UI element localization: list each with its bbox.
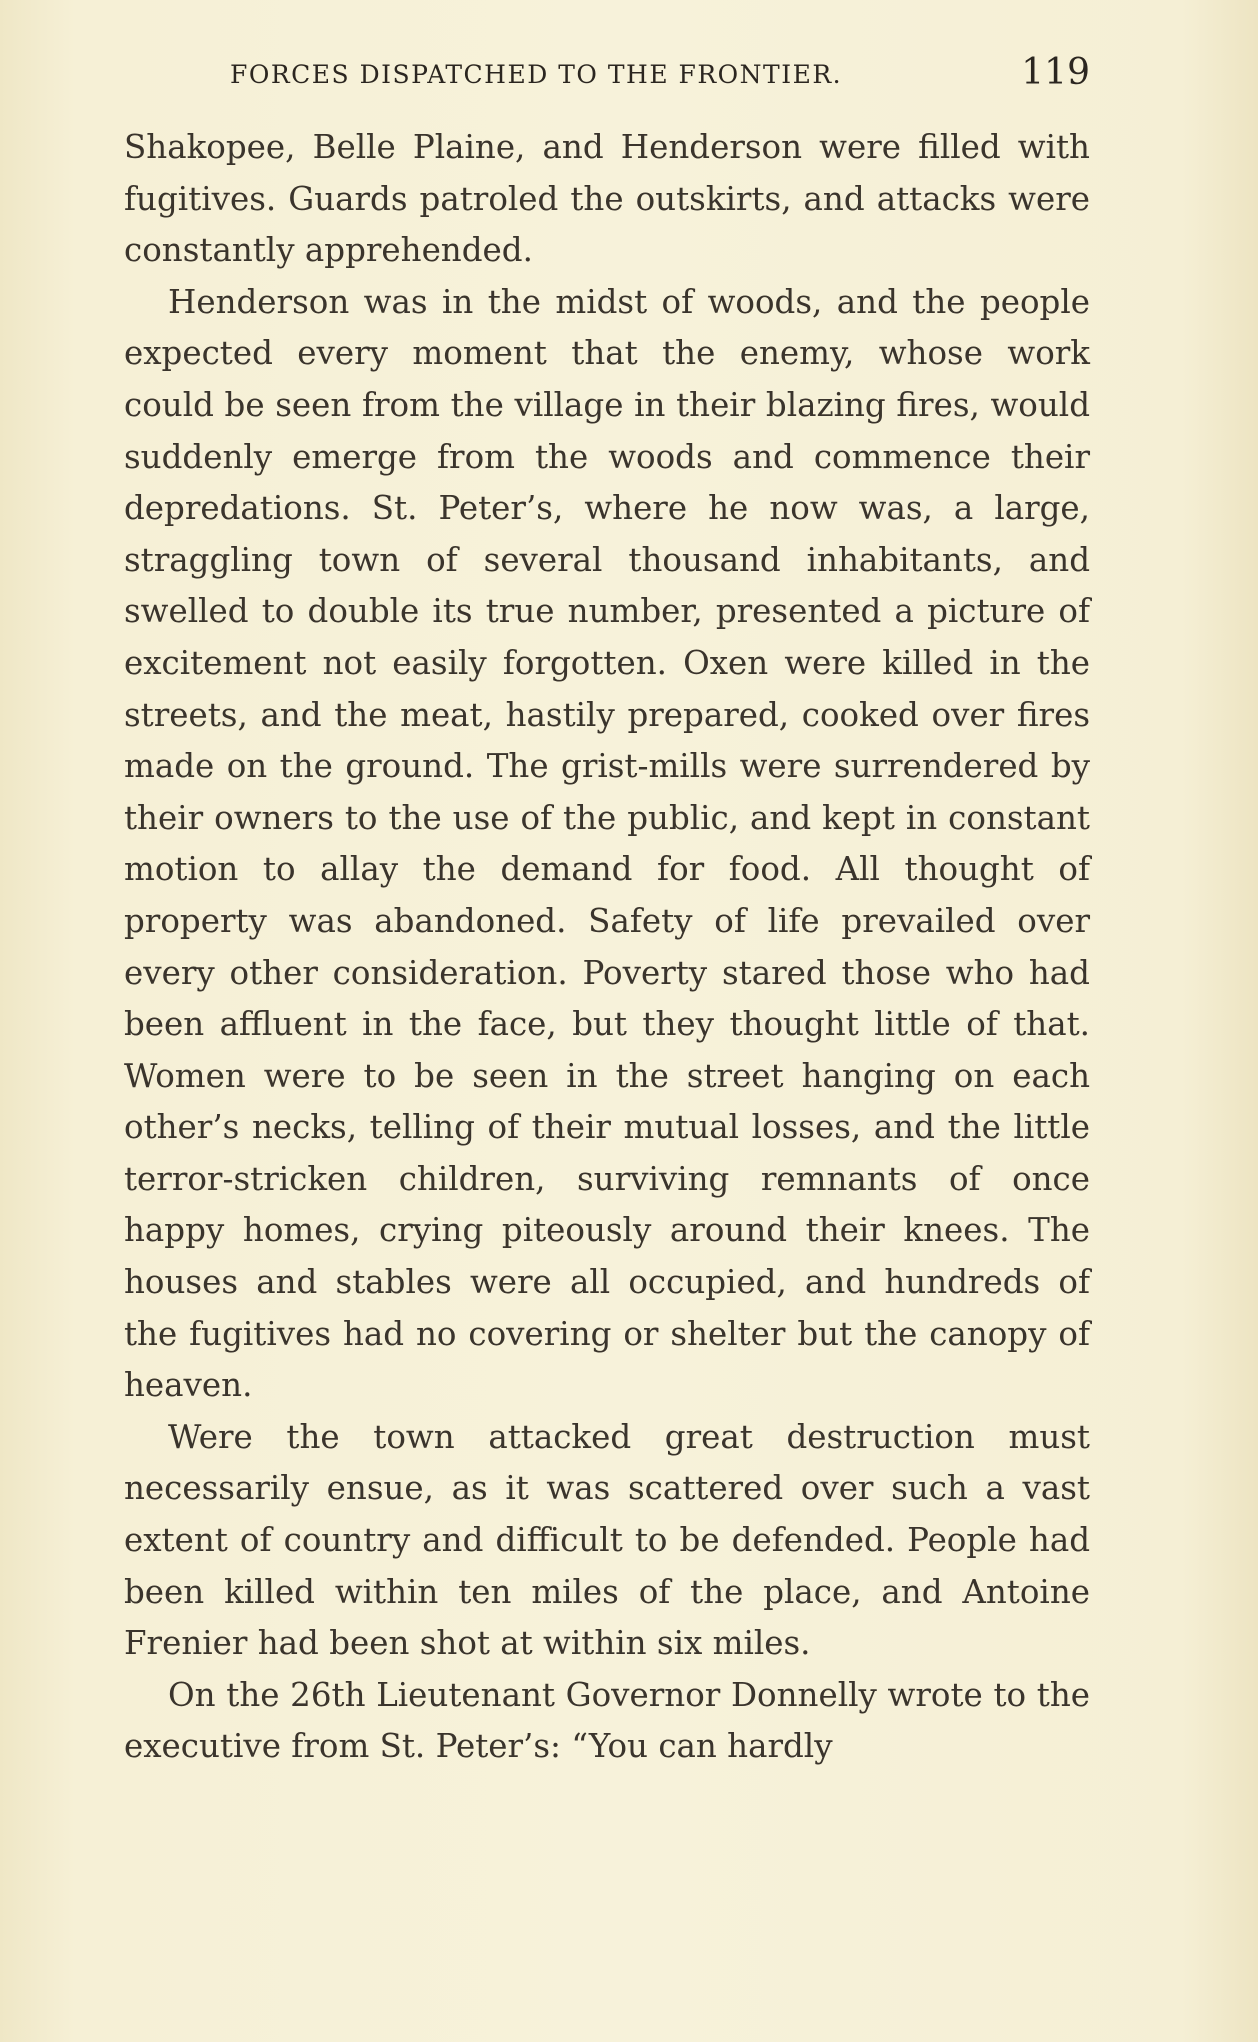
paragraph-1: Shakopee, Belle Plaine, and Henderson were filled with fugitives. Guards patroled the outskirts, and attacks were constantly apprehended. [124,128,1090,270]
paragraph-3: Were the town attacked great destruction must necessarily ensue, as it was scattered over such a vast extent of country and difficult to be defended. People had been killed within ten miles of the place, and Antoine Frenier had been shot at within six miles. [124,1417,1090,1663]
paragraph-2: Henderson was in the midst of woods, and the people expected every moment that the enemy, whose work could be seen from the village in their blazing fires, would suddenly emerge from the woods and commence their depredations. St. Peter’s, where he now was, a large, straggling town of several thousand inhabitants, and swelled to double its true number, presented a picture of excitement not easily forgotten. Oxen were killed in the streets, and the meat, hastily prepared, cooked over fires made on the ground. The grist-mills were surrendered by their owners to the use of the public, and kept in constant motion to allay the demand for food. All thought of property was abandoned. Safety of life prevailed over every other consideration. Poverty stared those who had been affluent in the face, but they thought little of that. Women were to be seen in the street hanging on each other’s necks, telling of their mutual losses, and the little terror-stricken children, surviving remnants of once happy homes, crying piteously around their knees. The houses and stables were all occupied, and hundreds of the fugitives had no covering or shelter but the canopy of heaven. [124,282,1090,1405]
running-head [230,52,1090,96]
page-number: 119 [1021,52,1090,93]
running-title: FORCES DISPATCHED TO THE FRONTIER. [230,60,843,89]
body-text [124,122,1090,1773]
paragraph-4: On the 26th Lieutenant Governor Donnelly wrote to the executive from St. Peter’s: “You can hardly [124,1675,1090,1766]
